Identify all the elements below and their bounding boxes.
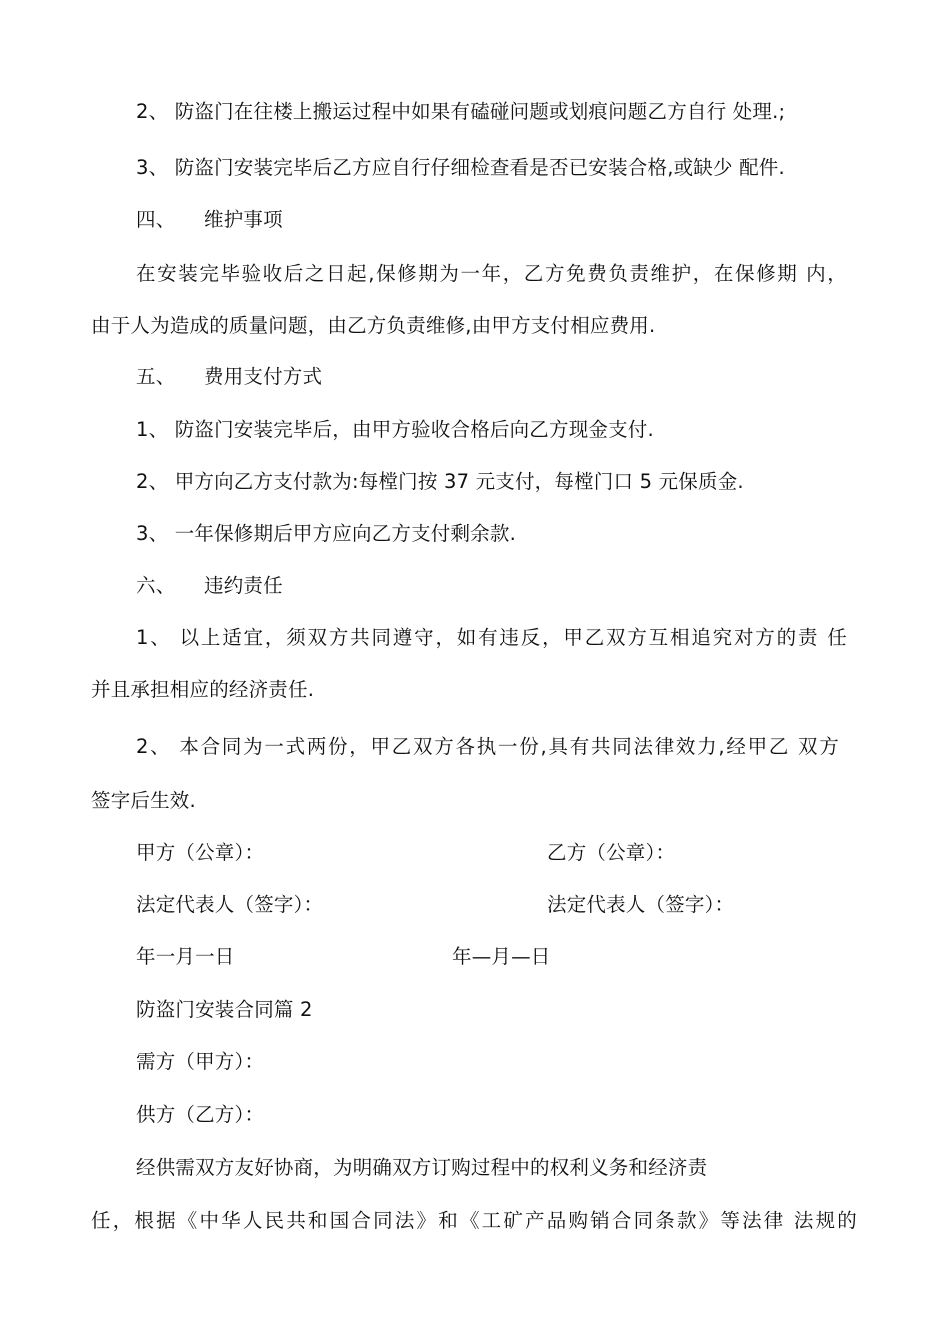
buyer-label: 需方（甲方）：: [136, 1050, 265, 1073]
maintenance-paragraph-line-1: 在安装完毕验收后之日起,保修期为一年，乙方免费负责维护，在保修期 内，: [136, 262, 847, 285]
section-number: 六、: [136, 574, 176, 597]
clause-3-inspection: 3、 防盗门安装完毕后乙方应自行仔细检查看是否已安装合格,或缺少 配件.: [136, 156, 785, 179]
preamble-line-2: 任，根据《中华人民共和国合同法》和《工矿产品购销合同条款》等法律 法规的: [91, 1209, 857, 1232]
document-title-part-2: 防盗门安装合同篇 2: [136, 998, 313, 1021]
section-title: 违约责任: [204, 574, 283, 597]
supplier-label: 供方（乙方）：: [136, 1103, 265, 1126]
party-a-date-label: 年一月一日: [136, 945, 235, 968]
party-b-seal-label: 乙方（公章）：: [547, 841, 676, 864]
payment-clause-1: 1、 防盗门安装完毕后，由甲方验收合格后向乙方现金支付.: [136, 418, 654, 441]
section-title: 费用支付方式: [204, 365, 323, 388]
section-heading-breach: [136, 573, 283, 599]
breach-clause-2-line-2: 签字后生效.: [91, 789, 196, 812]
party-a-seal-label: 甲方（公章）：: [136, 841, 265, 864]
breach-clause-1-line-1: 1、 以上适宜，须双方共同遵守，如有违反，甲乙双方互相追究对方的责 任: [136, 626, 847, 649]
maintenance-paragraph-line-2: 由于人为造成的质量问题，由乙方负责维修,由甲方支付相应费用.: [91, 314, 656, 337]
party-b-date-label: 年—月—日: [452, 945, 551, 968]
breach-clause-2-line-1: 2、 本合同为一式两份，甲乙双方各执一份,具有共同法律效力,经甲乙 双方: [136, 735, 839, 758]
section-title: 维护事项: [204, 208, 283, 231]
clause-2-transport: 2、 防盗门在往楼上搬运过程中如果有磕碰问题或划痕问题乙方自行 处理.;: [136, 100, 786, 123]
section-heading-maintenance: [136, 207, 283, 233]
section-number: 五、: [136, 365, 176, 388]
preamble-line-1: 经供需双方友好协商，为明确双方订购过程中的权利义务和经济责: [136, 1156, 708, 1179]
payment-clause-3: 3、 一年保修期后甲方应向乙方支付剩余款.: [136, 522, 517, 545]
section-number: 四、: [136, 208, 176, 231]
party-b-representative-label: 法定代表人（签字）：: [547, 893, 735, 916]
payment-clause-2: 2、 甲方向乙方支付款为:每樘门按 37 元支付，每樘门口 5 元保质金.: [136, 470, 744, 493]
section-heading-payment: [136, 364, 322, 390]
breach-clause-1-line-2: 并且承担相应的经济责任.: [91, 678, 315, 701]
party-a-representative-label: 法定代表人（签字）：: [136, 893, 324, 916]
